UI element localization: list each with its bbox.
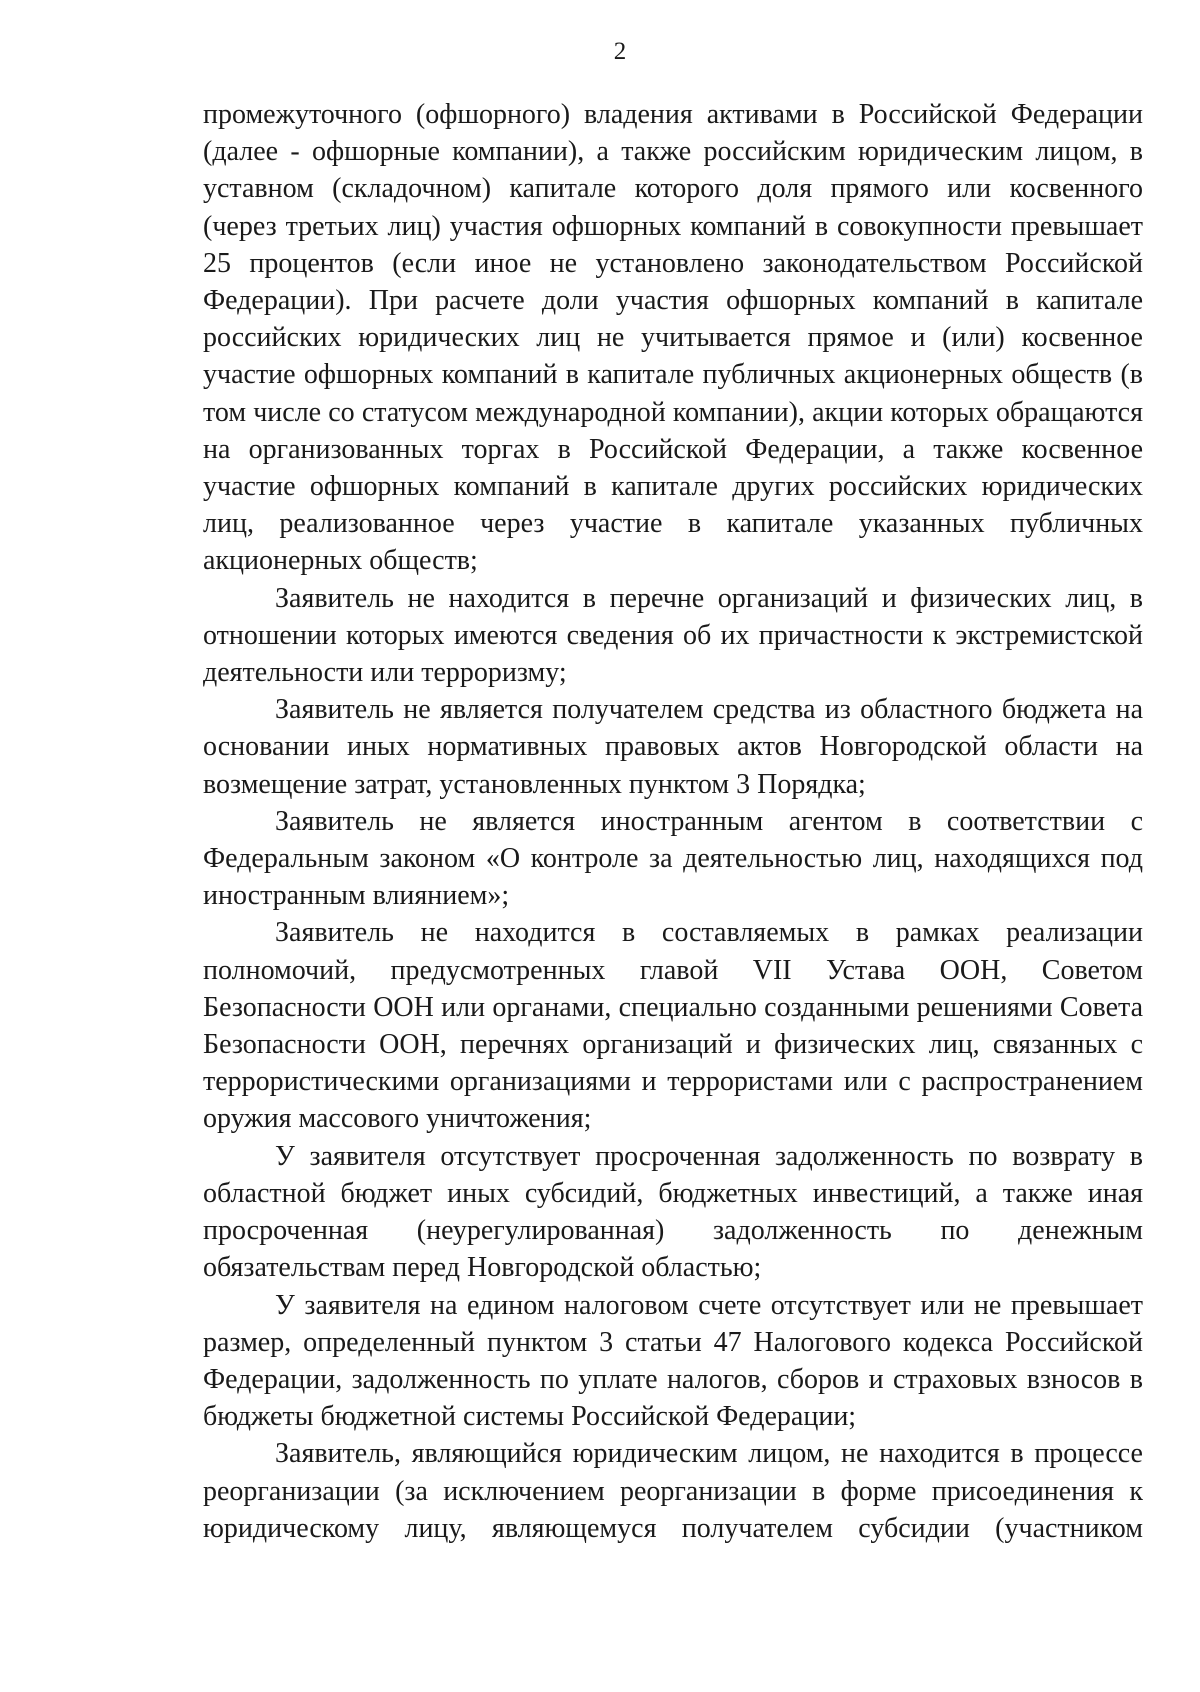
page-number: 2 [613,38,627,65]
document-body [203,96,1143,1547]
paragraph-tax-debt: У заявителя на едином налоговом счете отсутствует или не превышает размер, определенный пунктом 3 статьи 47 Налогового кодекса Российской Федерации, задолженность по уплате налогов, сборов и страховых взносов в бюджеты бюджетной системы Российской Федерации; [203,1289,1143,1433]
paragraph-un-security-council-lists: Заявитель не находится в составляемых в рамках реализации полномочий, предусмотренных главой VII Устава ООН, Советом Безопасности ООН или органами, специально созданными решениями Совета Безопасности ООН, перечнях организаций и физических лиц, связанных с террористическими организациями и террористами или с распространением оружия массового уничтожения; [203,917,1143,1135]
paragraph-foreign-agent: Заявитель не является иностранным агентом в соответствии с Федеральным законом «О контроле за деятельностью лиц, находящихся под иностранным влиянием»; [203,805,1143,912]
paragraph-extremism-list: Заявитель не находится в перечне организаций и физических лиц, в отношении которых имеются сведения об их причастности к экстремистской деятельности или терроризму; [203,582,1143,689]
paragraph-overdue-regional-debt: У заявителя отсутствует просроченная задолженность по возврату в областной бюджет иных субсидий, бюджетных инвестиций, а также иная просроченная (неурегулированная) задолженность по денежным обязательствам перед Новгородской областью; [203,1140,1143,1284]
paragraph-reorganization: Заявитель, являющийся юридическим лицом, не находится в процессе реорганизации (за исключением реорганизации в форме присоединения к юридическому лицу, являющемуся получателем субсидии (участником [203,1438,1143,1544]
paragraph-other-regional-funding: Заявитель не является получателем средства из областного бюджета на основании иных нормативных правовых актов Новгородской области на возмещение затрат, установленных пунктом 3 Порядка; [203,694,1143,800]
paragraph-offshore-companies: промежуточного (офшорного) владения активами в Российской Федерации (далее - офшорные компании), а также российским юридическим лицом, в уставном (складочном) капитале которого доля прямого или косвенного (через третьих лиц) участия офшорных компаний в совокупности превышает 25 процентов (если иное не установлено законодательством Российской Федерации). При расчете доли участия офшорных компаний в капитале российских юридических лиц не учитывается прямое и (или) косвенное участие офшорных компаний в капитале публичных акционерных обществ (в том числе со статусом международной компании), акции которых обращаются на организованных торгах в Российской Федерации, а также косвенное участие офшорных компаний в капитале других российских юридических лиц, реализованное через участие в капитале указанных публичных акционерных обществ; [203,99,1143,577]
